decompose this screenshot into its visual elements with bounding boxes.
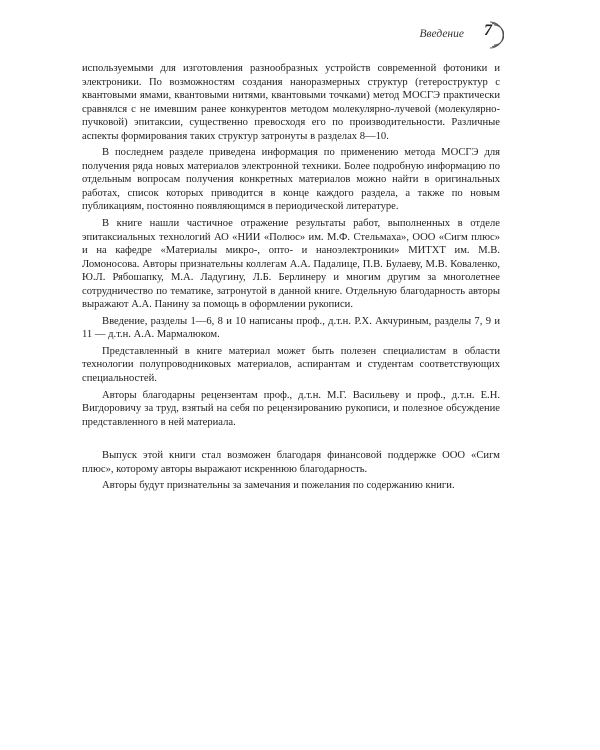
paragraph-sponsor: Выпуск этой книги стал возможен благодаря финансовой поддержке ООО «Сигм плюс», которому авторы выражают искреннюю благодарность. bbox=[82, 450, 500, 475]
running-head bbox=[380, 22, 546, 46]
paragraph-authorship: Введение, разделы 1—6, 8 и 10 написаны проф., д.т.н. Р.Х. Акчуриным, разделы 7, 9 и 11 — д.т.н. А.А. Мармалюком. bbox=[82, 315, 500, 341]
page-number-badge bbox=[478, 20, 502, 48]
paragraph-feedback: Авторы будут признательны за замечания и пожелания по содержанию книги. bbox=[102, 480, 455, 492]
paragraph-acknowledgements-colleagues: В книге нашли частичное отражение результаты работ, выполненных в отделе эпитаксиальных технологий АО «НИИ «Полюс» им. М.Ф. Стельмаха», ООО «Сигм плюс» и на кафедре «Материалы микро-, опто- и наноэлектроники» МИТХТ им. М.В. Ломоносова. Авторы признательны коллегам А.А. Падалице, П.В. Булаеву, М.В. Коваленко, Ю.Л. Рябошапку, М.А. Ладугину, Л.Б. Берлинеру и многим другим за многолетнее сотрудничество по тематике, затронутой в данной книге. Отдельную благодарность авторы выражают А.А. Панину за помощь в оформлении рукописи. bbox=[82, 218, 500, 311]
body-text bbox=[82, 62, 500, 496]
paragraph-new-materials: В последнем разделе приведена информация по применению метода МОСГЭ для получения ряда новых материалов электронной техники. Более подробную информацию по отдельным вопросам получения конкретных материалов можно найти в оригинальных работах, список которых приводится в конце каждого раздела, а также по новым публикациям, постоянно появляющимся в периодической литературе. bbox=[82, 147, 500, 213]
paragraph-reviewers: Авторы благодарны рецензентам проф., д.т.н. М.Г. Васильеву и проф., д.т.н. Е.Н. Вигдоровичу за труд, взятый на себя по рецензированию рукописи, и полезное обсуждение представленного в ней материала. bbox=[82, 389, 500, 428]
paragraph-audience: Представленный в книге материал может быть полезен специалистам в области технологии полупроводниковых материалов, аспирантам и студентам соответствующих специальностей. bbox=[82, 345, 500, 385]
page-number: 7 bbox=[484, 22, 492, 39]
running-head-title: Введение bbox=[419, 28, 464, 40]
paragraph-continuation: используемыми для изготовления разнообразных устройств современной фотоники и электроники. По возможностям создания наноразмерных структур (гетероструктур с квантовыми ямами, квантовыми нитями, квантовыми точками) метод МОСГЭ практически сравнялся с не имевшим ранее конкурентов методом молекулярно-лучевой (молекулярно-пучковой) эпитаксии, существенно превосходя его по производительности. Различные аспекты формирования таких структур затронуты в разделах 8—10. bbox=[82, 63, 500, 142]
